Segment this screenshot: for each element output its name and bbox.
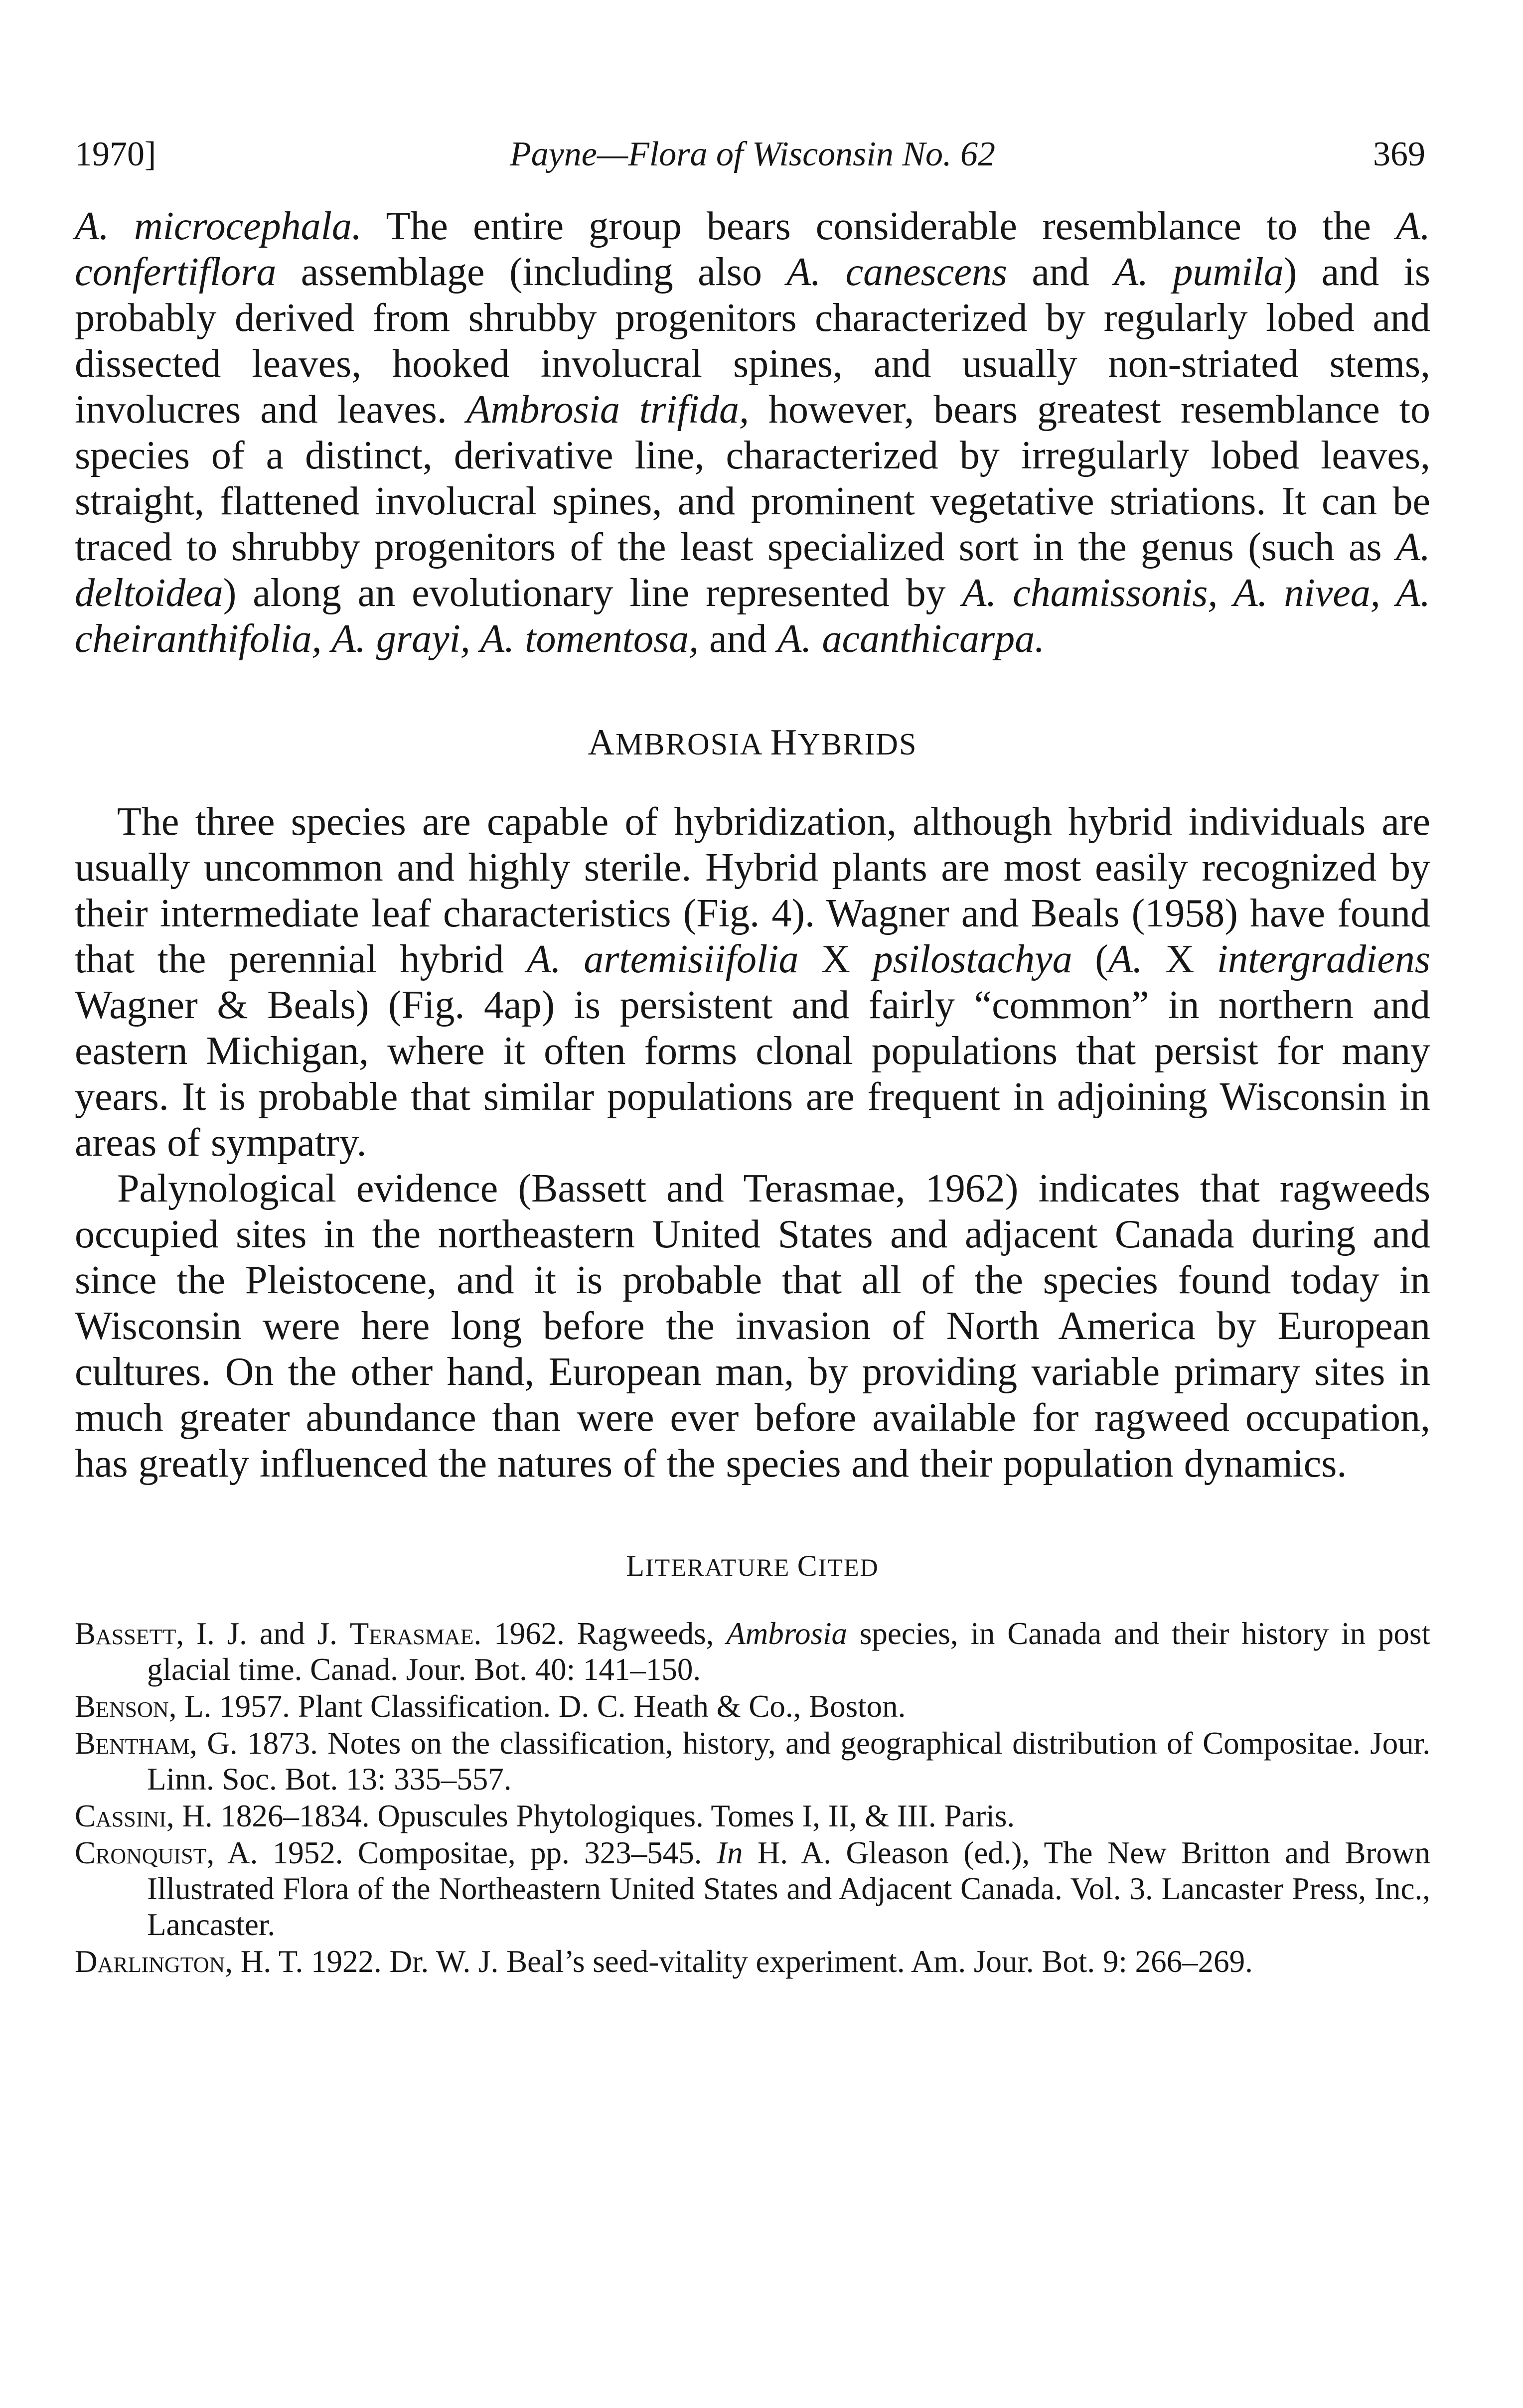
text-run: , H. 1826–1834. Opuscules Phytologiques. Tomes I, II, & III. Paris. bbox=[166, 1799, 1015, 1833]
text-run: species, in Canada and their history in post glacial time. Canad. Jour. Bot. 40: 141–150. bbox=[147, 1616, 1431, 1687]
species-name: intergradiens bbox=[1217, 937, 1431, 981]
text-run: , A. 1952. Compositae, pp. 323–545. bbox=[206, 1835, 717, 1870]
header-page-number: 369 bbox=[1373, 135, 1425, 173]
section-heading-literature-cited bbox=[75, 1549, 1430, 1583]
text-run: ( bbox=[1072, 937, 1108, 981]
running-header bbox=[75, 125, 1430, 179]
page bbox=[75, 125, 1430, 1980]
reference-author: Bentham bbox=[75, 1726, 190, 1761]
species-name: A. artemisiifolia bbox=[526, 937, 799, 981]
species-name: A. pumila bbox=[1114, 250, 1284, 294]
species-list: A. chamissonis, A. nivea, A. cheiranthifolia, A. grayi, A. tomentosa, bbox=[75, 571, 1430, 661]
reference-item bbox=[75, 1725, 1430, 1797]
reference-item bbox=[75, 1688, 1430, 1724]
reference-item bbox=[75, 1616, 1430, 1687]
reference-item bbox=[75, 1798, 1430, 1834]
species-name: Ambrosia bbox=[726, 1616, 847, 1651]
species-name: psilostachya bbox=[873, 937, 1072, 981]
text-run: , G. 1873. Notes on the classification, history, and geographical distribution of Compositae. Jour. Linn. Soc. Bot. 13: 335–557. bbox=[147, 1726, 1430, 1797]
references-list bbox=[75, 1616, 1430, 1979]
text-run: X bbox=[798, 937, 873, 981]
heading-initial: A bbox=[588, 722, 615, 763]
text-run: assemblage (including also bbox=[276, 250, 787, 294]
heading-initial: C bbox=[797, 1549, 818, 1582]
species-name: Ambrosia trifida, bbox=[466, 388, 750, 432]
species-name: A. confertiflora bbox=[75, 204, 1431, 294]
reference-item bbox=[75, 1944, 1430, 1979]
text-run: Wagner & Beals) (Fig. 4ap) is persistent and fairly “common” in northern and eastern Michigan, where it often forms clonal populations that persist for many years. It is probable that similar populations are frequent in adjoining Wisconsin in areas of sympatry. bbox=[75, 983, 1430, 1165]
text-run: The three species are capable of hybridization, although hybrid individuals are usually uncommon and highly sterile. Hybrid plants are most easily recognized by their intermediate leaf characteristics (Fig. 4). Wagner and Beals (1958) have found that the perennial hybrid bbox=[75, 800, 1430, 981]
reference-author: Bassett bbox=[75, 1616, 176, 1651]
heading-text: MBROSIA bbox=[615, 728, 770, 761]
section-heading-ambrosia-hybrids bbox=[75, 722, 1430, 764]
text-run: X bbox=[1142, 937, 1217, 981]
paragraph-2 bbox=[75, 799, 1430, 1166]
text-run: ) and is probably derived from shrubby progenitors characterized by regularly lobed and dissected leaves, hooked involucral spines, and usually non-striated stems, involucres and leaves. bbox=[75, 250, 1430, 432]
reference-author: Benson bbox=[75, 1689, 169, 1724]
heading-text: ITERATURE bbox=[645, 1553, 797, 1581]
italic-word: In bbox=[716, 1835, 743, 1870]
paragraph-3: Palynological evidence (Bassett and Terasmae, 1962) indicates that ragweeds occupied sites in the northeastern United States and adjacent Canada during and since the Pleistocene, and it is probable that all of the species found today in Wisconsin were here long before the invasion of North America by European cultures. On the other hand, European man, by providing variable primary sites in much greater abundance than were ever before available for ragweed occupation, has greatly influenced the natures of the species and their population dynamics. bbox=[75, 1167, 1430, 1486]
heading-initial: L bbox=[626, 1549, 646, 1582]
species-name: A. microcephala. bbox=[75, 204, 362, 248]
heading-text: YBRIDS bbox=[798, 728, 917, 761]
reference-author: Cronquist bbox=[75, 1835, 207, 1870]
text-run: The entire group bears considerable resemblance to the bbox=[361, 204, 1396, 248]
text-run: , H. T. 1922. Dr. W. J. Beal’s seed-vitality experiment. Am. Jour. Bot. 9: 266–269. bbox=[225, 1944, 1253, 1979]
species-name: A. canescens bbox=[786, 250, 1007, 294]
species-name: A. deltoidea bbox=[75, 525, 1430, 615]
text-run: , I. J. and J. bbox=[176, 1616, 350, 1651]
species-name: A. acanthicarpa. bbox=[777, 617, 1045, 661]
text-run: and bbox=[699, 617, 777, 661]
text-run: and bbox=[1007, 250, 1114, 294]
header-year: 1970] bbox=[75, 135, 156, 173]
reference-author: Darlington bbox=[75, 1944, 225, 1979]
reference-author: Terasmae bbox=[349, 1616, 474, 1651]
heading-text: ITED bbox=[818, 1553, 879, 1581]
reference-author: Cassini bbox=[75, 1799, 166, 1833]
reference-item bbox=[75, 1835, 1430, 1943]
text-run: . 1962. Ragweeds, bbox=[473, 1616, 727, 1651]
header-journal-title: Payne—Flora of Wisconsin No. 62 bbox=[509, 135, 996, 173]
heading-initial: H bbox=[770, 722, 798, 763]
paragraph-1 bbox=[75, 203, 1430, 662]
text-run: H. A. Gleason (ed.), The New Britton and Brown Illustrated Flora of the Northeastern United States and Adjacent Canada. Vol. 3. Lancaster Press, Inc., Lancaster. bbox=[147, 1835, 1430, 1942]
text-run: however, bears greatest resemblance to species of a distinct, derivative line, characterized by irregularly lobed leaves, straight, flattened involucral spines, and prominent vegetative striations. It can be traced to shrubby progenitors of the least specialized sort in the genus (such as bbox=[75, 388, 1430, 569]
text-run: , L. 1957. Plant Classification. D. C. Heath & Co., Boston. bbox=[168, 1689, 906, 1724]
species-name: A. bbox=[1108, 937, 1143, 981]
text-run: ) along an evolutionary line represented by bbox=[223, 571, 962, 615]
